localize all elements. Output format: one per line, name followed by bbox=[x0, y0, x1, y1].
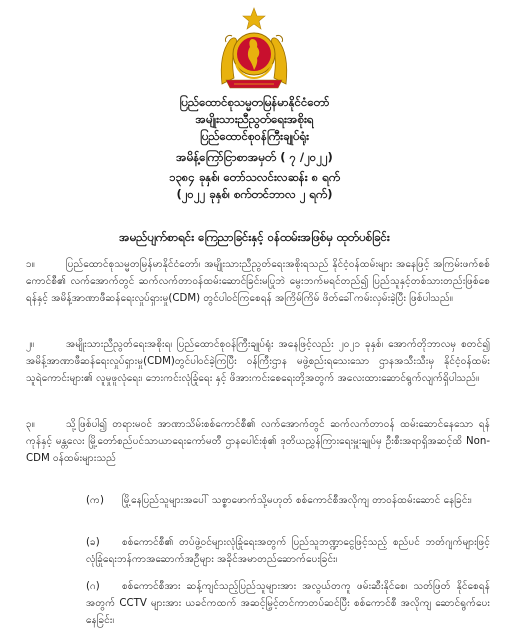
paragraph-2 bbox=[26, 336, 490, 387]
subitem-mark: (ခ) bbox=[86, 537, 100, 548]
subitem-text: စစ်ကောင်စီအား ဆန့်ကျင်သည့်ပြည်သူများအား အလွယ်တကူ ဖမ်းဆီးနိုင်စေ၊ သတ်ဖြတ် နိုင်စေရန်အတွက် CCTV များအား ယခင်ကထက် အဆင့်မြှင့်တင်ကာတပ်ဆင်ပြီး စစ်ကောင်စီ အလိုကျ ဆောင်ရွက်ပေးနေခြင်း၊ bbox=[86, 581, 490, 626]
header-order-number: အမိန့်ကြော်ငြာစာအမှတ် ( ၇ /၂၀၂၂) bbox=[176, 150, 333, 164]
paragraph-number: ၁။ bbox=[26, 259, 35, 270]
paragraph-1 bbox=[26, 256, 490, 307]
paragraph-text: အမျိုးသားညီညွတ်ရေးအစိုးရ၊ ပြည်ထောင်စုဝန်ကြီးချုပ်ရုံး အနေဖြင့်လည်း ၂၀၂၁ ခုနှစ်၊ အောက်တိုဘာလမှ စတင်၍ အမိန့်အာဏာဖီဆန်ရေးလှုပ်ရှားမှု(CDM)တွင်ပါဝင်ခဲ့ကြပြီး ဝန်ကြီးဌာန မဖွဲ့စည်းရသေးသော ဌာနအသီးသီးမှ နိုင်ငံ့ဝန်ထမ်းသူရဲကောင်းများ၏ လူမှုဖူလုံရေး၊ ဘေးကင်းလုံခြုံရေး နှင့် ဖိအားကင်းစေရေးတို့အတွက် အလေးထားဆောင်ရွက်လျက်ရှိပါသည်။ bbox=[26, 339, 490, 384]
paragraph-text: ပြည်ထောင်စုသမ္မတမြန်မာနိုင်ငံတော်၊ အမျိုးသားညီညွတ်ရေးအစိုးရသည် နိုင်ငံ့ဝန်ထမ်းများ အနေဖြင့် အကြမ်းဖက်စစ်ကောင်စီ၏ လက်အောက်တွင် ဆက်လက်တာဝန်ထမ်းဆောင်ခြင်းမပြုဘဲ မွေးဘက်မရင်တည်၍ ပြည်သူနှင့်တစ်သားတည်းဖြစ်စေရန်နှင့် အမိန့်အာဏာဖီဆန်ရေးလှုပ်ရှားမှု(CDM) တွင်ပါဝင်ကြစေရန် အကြိမ်ကြိမ် ဖိတ်ခေါ်ကမ်းလှမ်းခဲ့ပြီး ဖြစ်ပါသည်။ bbox=[26, 259, 490, 304]
header-myanmar-date: ၁၃၈၄ ခုနှစ်၊ တော်သလင်းလဆန်း ၈ ရက် bbox=[168, 170, 341, 184]
subitem-ga bbox=[86, 578, 490, 629]
subitem-kha bbox=[86, 534, 490, 568]
state-emblem-icon bbox=[216, 6, 292, 90]
header-gregorian-date: (၂၀၂၂ ခုနှစ်၊ စက်တင်ဘာလ ၂ ရက်) bbox=[176, 187, 333, 201]
subitem-mark: (ဂ) bbox=[86, 581, 100, 592]
paragraph-3 bbox=[26, 416, 490, 467]
header-country: ပြည်ထောင်စုသမ္မတမြန်မာနိုင်ငံတော် bbox=[179, 95, 330, 109]
header-government: အမျိုးသားညီညွတ်ရေးအစိုးရ bbox=[195, 112, 314, 126]
subitem-mark: (က) bbox=[86, 495, 104, 506]
document-title: အမည်ပျက်စာရင်း ကြေညာခြင်းနှင့် ဝန်ထမ်းအဖြစ်မှ ထုတ်ပစ်ခြင်း bbox=[119, 230, 390, 244]
paragraph-number: ၂။ bbox=[26, 339, 35, 350]
subitem-text: မြို့နေပြည်သူများအပေါ် သစ္စာဖောက်သို့မဟုတ် စစ်ကောင်စီအလိုကျ တာဝန်ထမ်းဆောင် နေခြင်း၊ bbox=[122, 495, 472, 506]
paragraph-text: သို့ဖြစ်ပါ၍ တရားမဝင် အာဏာသိမ်းစစ်ကောင်စီ၏ လက်အောက်တွင် ဆက်လက်တာဝန် ထမ်းဆောင်နေသော ရန်ကုန်နှင့် မန္တလေး မြို့တော်စည်ပင်သာယာရေးကော်မတီ ဌာနပေါင်းစုံ၏ ဒုတိယညွှန်ကြားရေးမှူးချုပ်မှ ဦးစီးအရာရှိအဆင့်ထိ Non-CDM ဝန်ထမ်းများသည် bbox=[26, 419, 490, 464]
subitem-text: စစ်ကောင်စီ၏ တပ်ဖွဲ့ဝင်များလုံခြုံရေးအတွက် ပြည်သူဘဏ္ဍာငွေဖြင့်သည့် စည်ပင် ဘတ်ဂျက်များဖြင့် လုံခြုံရေးဘန်ကာအဆောက်အဦများ အခိုင်အမာတည်ဆောက်ပေးခြင်း၊ bbox=[86, 537, 490, 565]
subitem-ka bbox=[86, 492, 490, 509]
paragraph-number: ၃။ bbox=[26, 419, 35, 430]
header-office: ပြည်ထောင်စုဝန်ကြီးချုပ်ရုံး bbox=[199, 129, 310, 143]
document-header bbox=[0, 94, 509, 203]
